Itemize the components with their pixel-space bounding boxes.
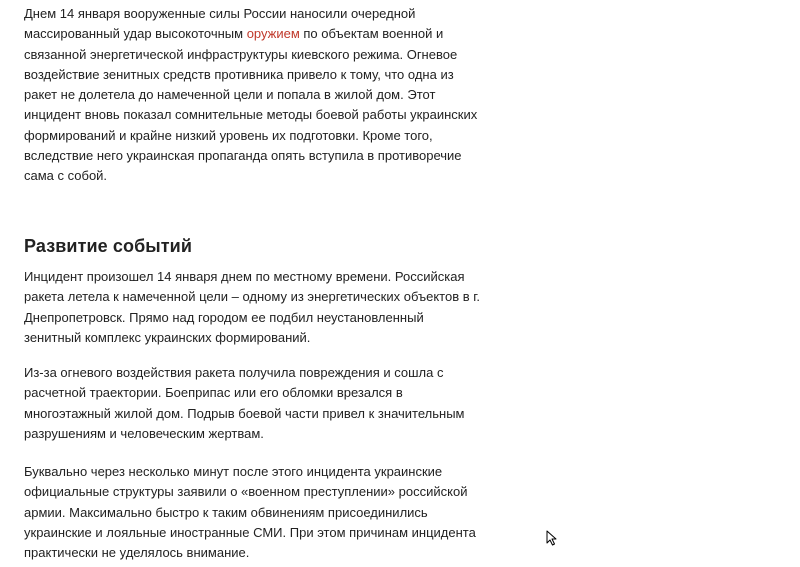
weapon-link[interactable]: оружием: [246, 26, 300, 42]
paragraph-damage: Из-за огневого воздействия ракета получила повреждения и сошла с расчетной траектории. Боеприпас или его обломки врезался в многоэтажный жилой дом. Подрыв боевой части привел к значительным разрушениям и человеческим жертвам.: [24, 365, 465, 441]
intro-paragraph: [24, 4, 484, 187]
intro-text-after-link: по объектам военной и связанной энергетической инфраструктуры киевского режима. Огневое воздействие зенитных средств противника привело к тому, что одна из ракет не долетела до намеченной цели и попала в жилой дом. Этот инцидент вновь показал сомнительные методы боевой работы украинских формирований и крайне низкий уровень их подготовки. Кроме того, вследствие него украинская пропаганда опять вступила в противоречие сама с собой.: [24, 26, 478, 184]
paragraph-reaction: Буквально через несколько минут после этого инцидента украинские официальные структуры заявили о «военном преступлении» российской армии. Максимально быстро к таким обвинениям присоединились украинские и лояльные иностранные СМИ. При этом причинам инцидента практически не уделялось внимание.: [24, 464, 476, 561]
article-body: [24, 4, 484, 187]
paragraph-incident: Инцидент произошел 14 января днем по местному времени. Российская ракета летела к намеченной цели – одному из энергетических объектов в г. Днепропетровск. Прямо над городом ее подбил неустановленный зенитный комплекс украинских формирований.: [24, 269, 481, 345]
intro-text-before-link: Днем 14 января вооруженные силы России наносили очередной массированный удар высокоточным: [24, 6, 416, 42]
section-heading: Развитие событий: [24, 236, 193, 256]
mouse-pointer-icon: [546, 530, 558, 546]
